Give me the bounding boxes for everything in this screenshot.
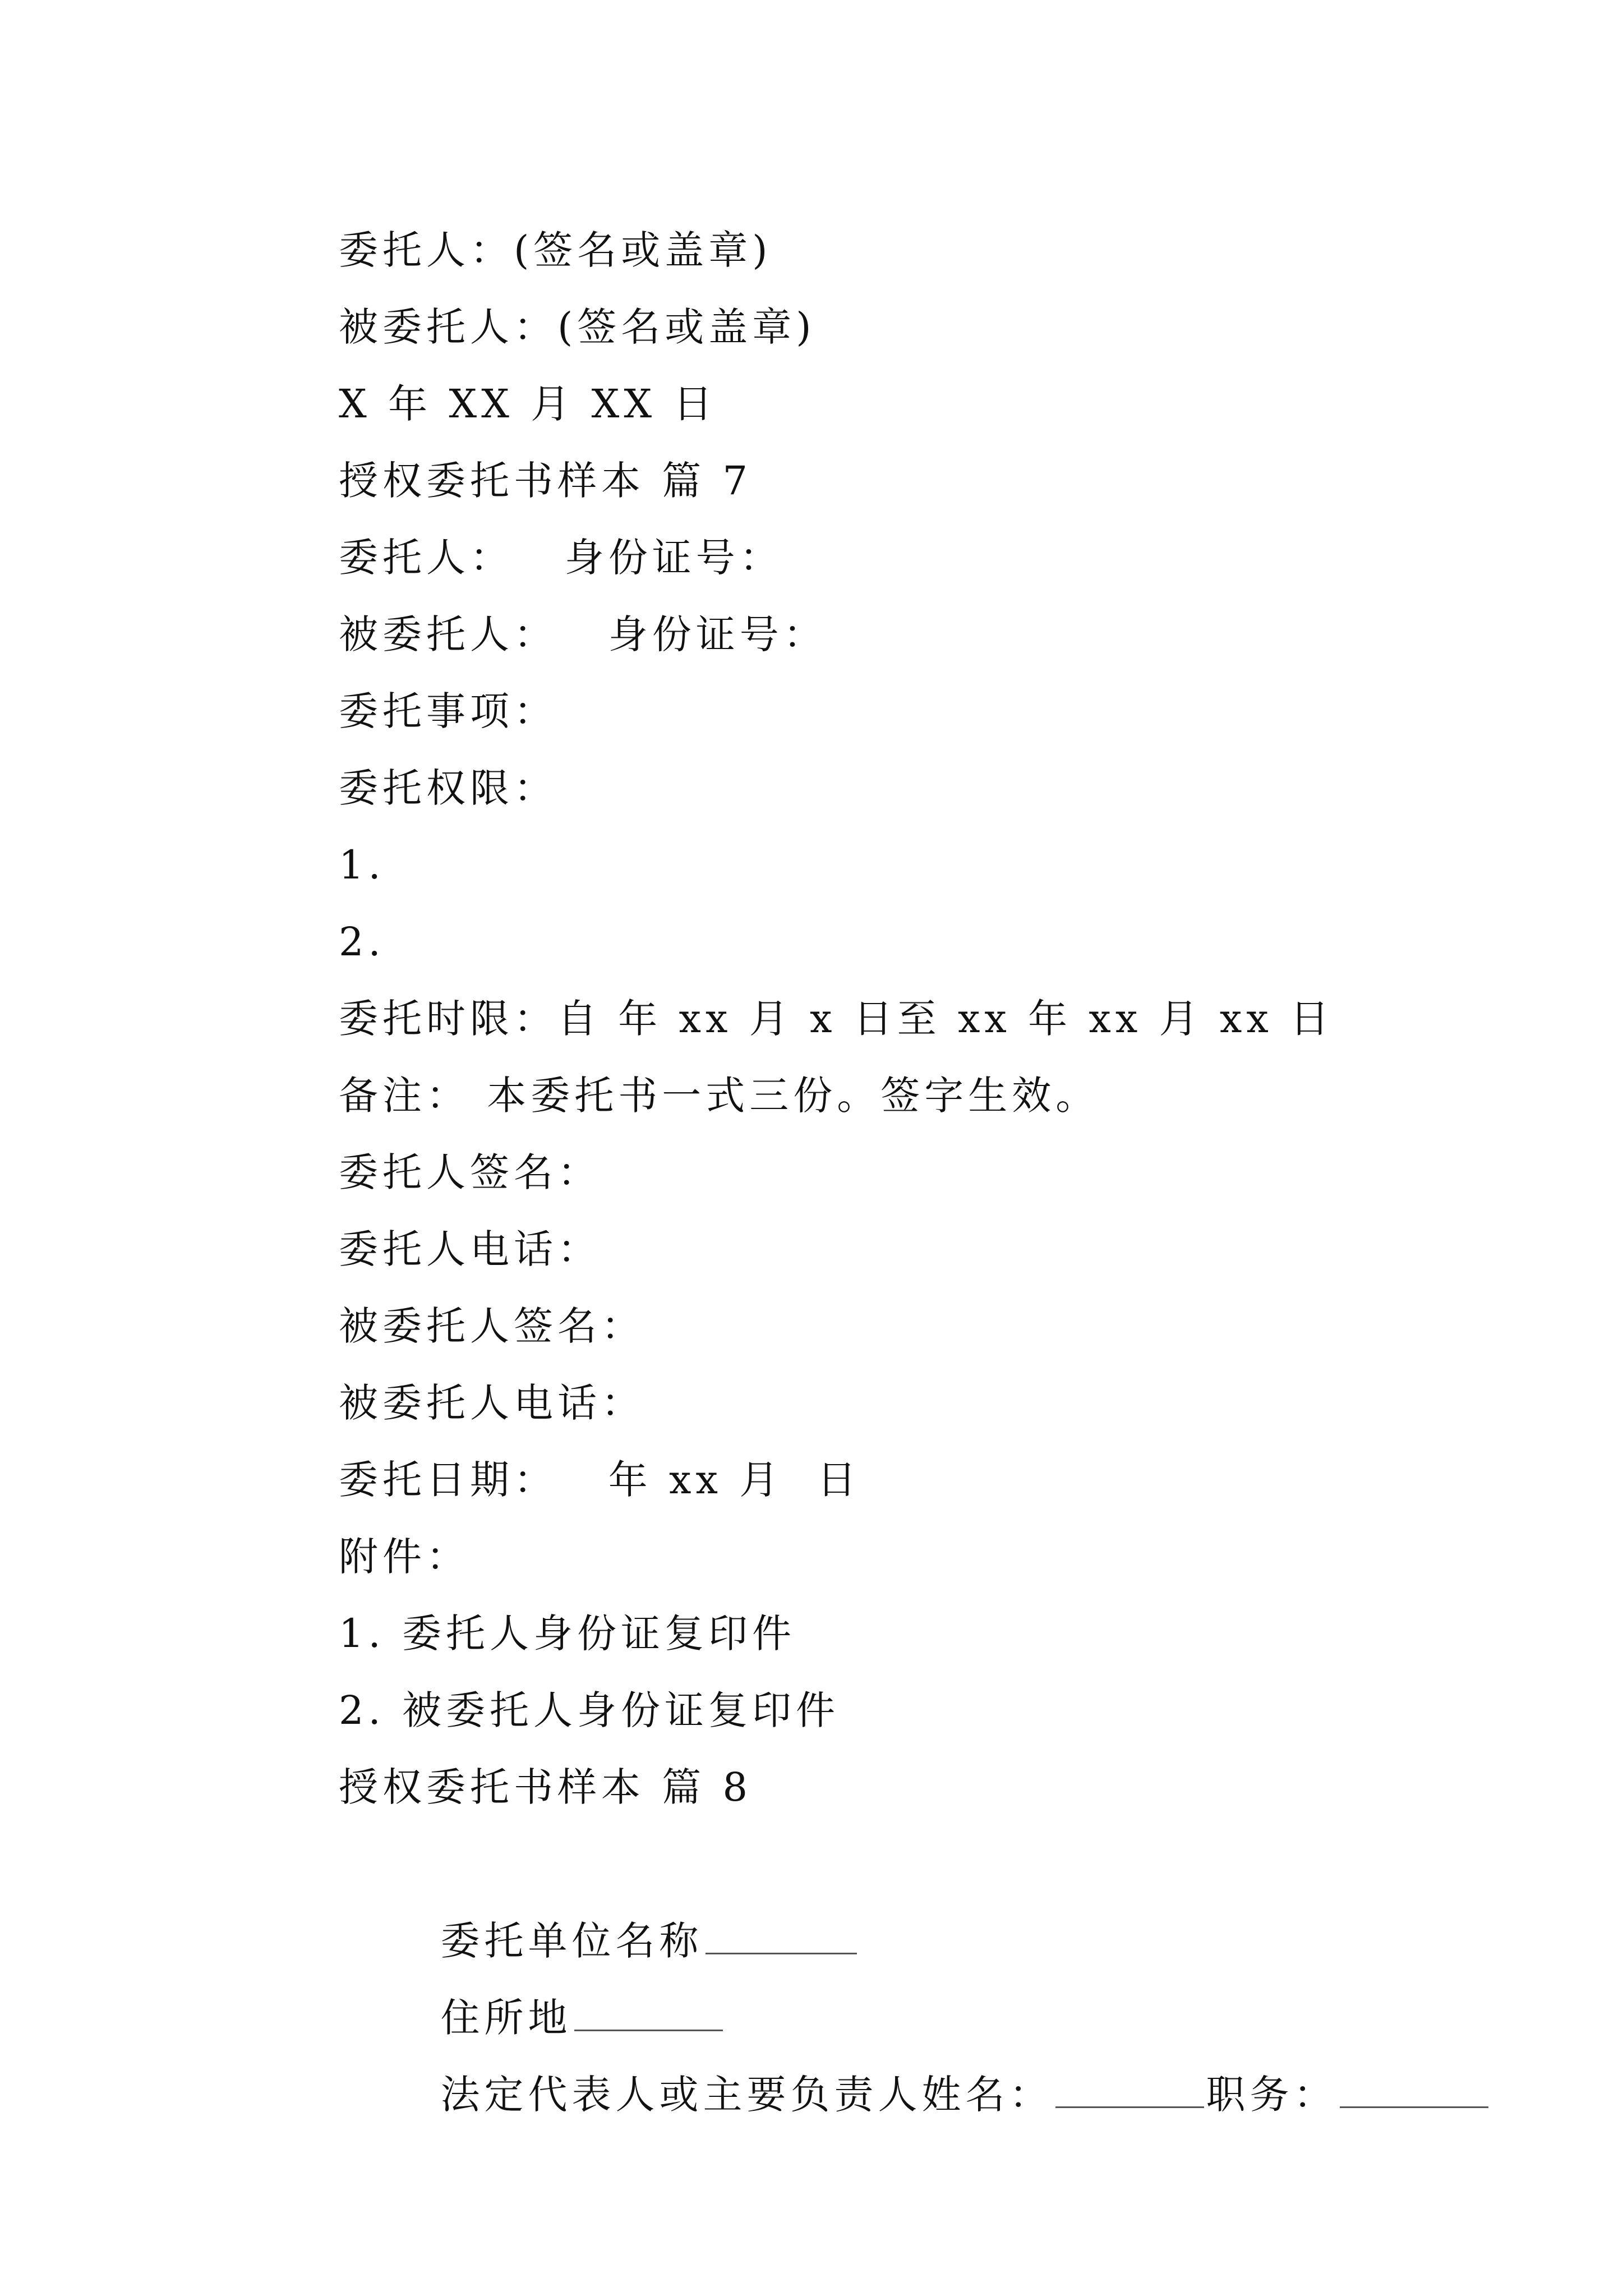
entrustment-date-line: 委托日期： 年 xx 月 日 bbox=[339, 1457, 861, 1503]
principal-id-line: 委托人： 身份证号： bbox=[339, 535, 783, 581]
position-label: 职务： bbox=[1206, 2072, 1338, 2118]
unit-name-line bbox=[339, 1826, 1516, 1964]
principal-signature-field: 委托人签名： bbox=[339, 1149, 601, 1195]
position-blank bbox=[1340, 2073, 1488, 2108]
agent-phone-field: 被委托人电话： bbox=[339, 1380, 645, 1426]
unit-name-label: 委托单位名称 bbox=[440, 1918, 703, 1964]
authority-item-2: 2. bbox=[339, 919, 385, 965]
authority-item-1: 1. bbox=[339, 842, 385, 888]
legal-rep-label: 法定代表人或主要负责人姓名： bbox=[440, 2072, 1053, 2118]
unit-name-blank bbox=[706, 1919, 857, 1954]
entrusted-matters-line: 委托事项： bbox=[339, 688, 557, 734]
document-body bbox=[339, 212, 1516, 2118]
address-blank bbox=[574, 1996, 723, 2031]
agent-id-line: 被委托人： 身份证号： bbox=[339, 611, 827, 657]
date-line: X 年 XX 月 XX 日 bbox=[339, 381, 717, 427]
section-heading-8: 授权委托书样本 篇 8 bbox=[339, 1764, 753, 1810]
legal-rep-name-blank bbox=[1055, 2073, 1204, 2108]
agent-signature-line: 被委托人：(签名或盖章) bbox=[339, 304, 816, 350]
address-label: 住所地 bbox=[440, 1995, 572, 2041]
attachment-item-1: 1. 委托人身份证复印件 bbox=[339, 1611, 796, 1657]
agent-signature-field: 被委托人签名： bbox=[339, 1303, 645, 1349]
entrustment-period-line: 委托时限：自 年 xx 月 x 日至 xx 年 xx 月 xx 日 bbox=[339, 996, 1334, 1042]
remarks-line: 备注： 本委托书一式三份。签字生效。 bbox=[339, 1073, 1100, 1119]
principal-phone-field: 委托人电话： bbox=[339, 1226, 601, 1272]
entrusted-authority-line: 委托权限： bbox=[339, 765, 557, 811]
attachments-heading: 附件： bbox=[339, 1534, 470, 1580]
attachment-item-2: 2. 被委托人身份证复印件 bbox=[339, 1687, 840, 1733]
principal-signature-line: 委托人：(签名或盖章) bbox=[339, 227, 772, 273]
section-heading-7: 授权委托书样本 篇 7 bbox=[339, 458, 753, 504]
